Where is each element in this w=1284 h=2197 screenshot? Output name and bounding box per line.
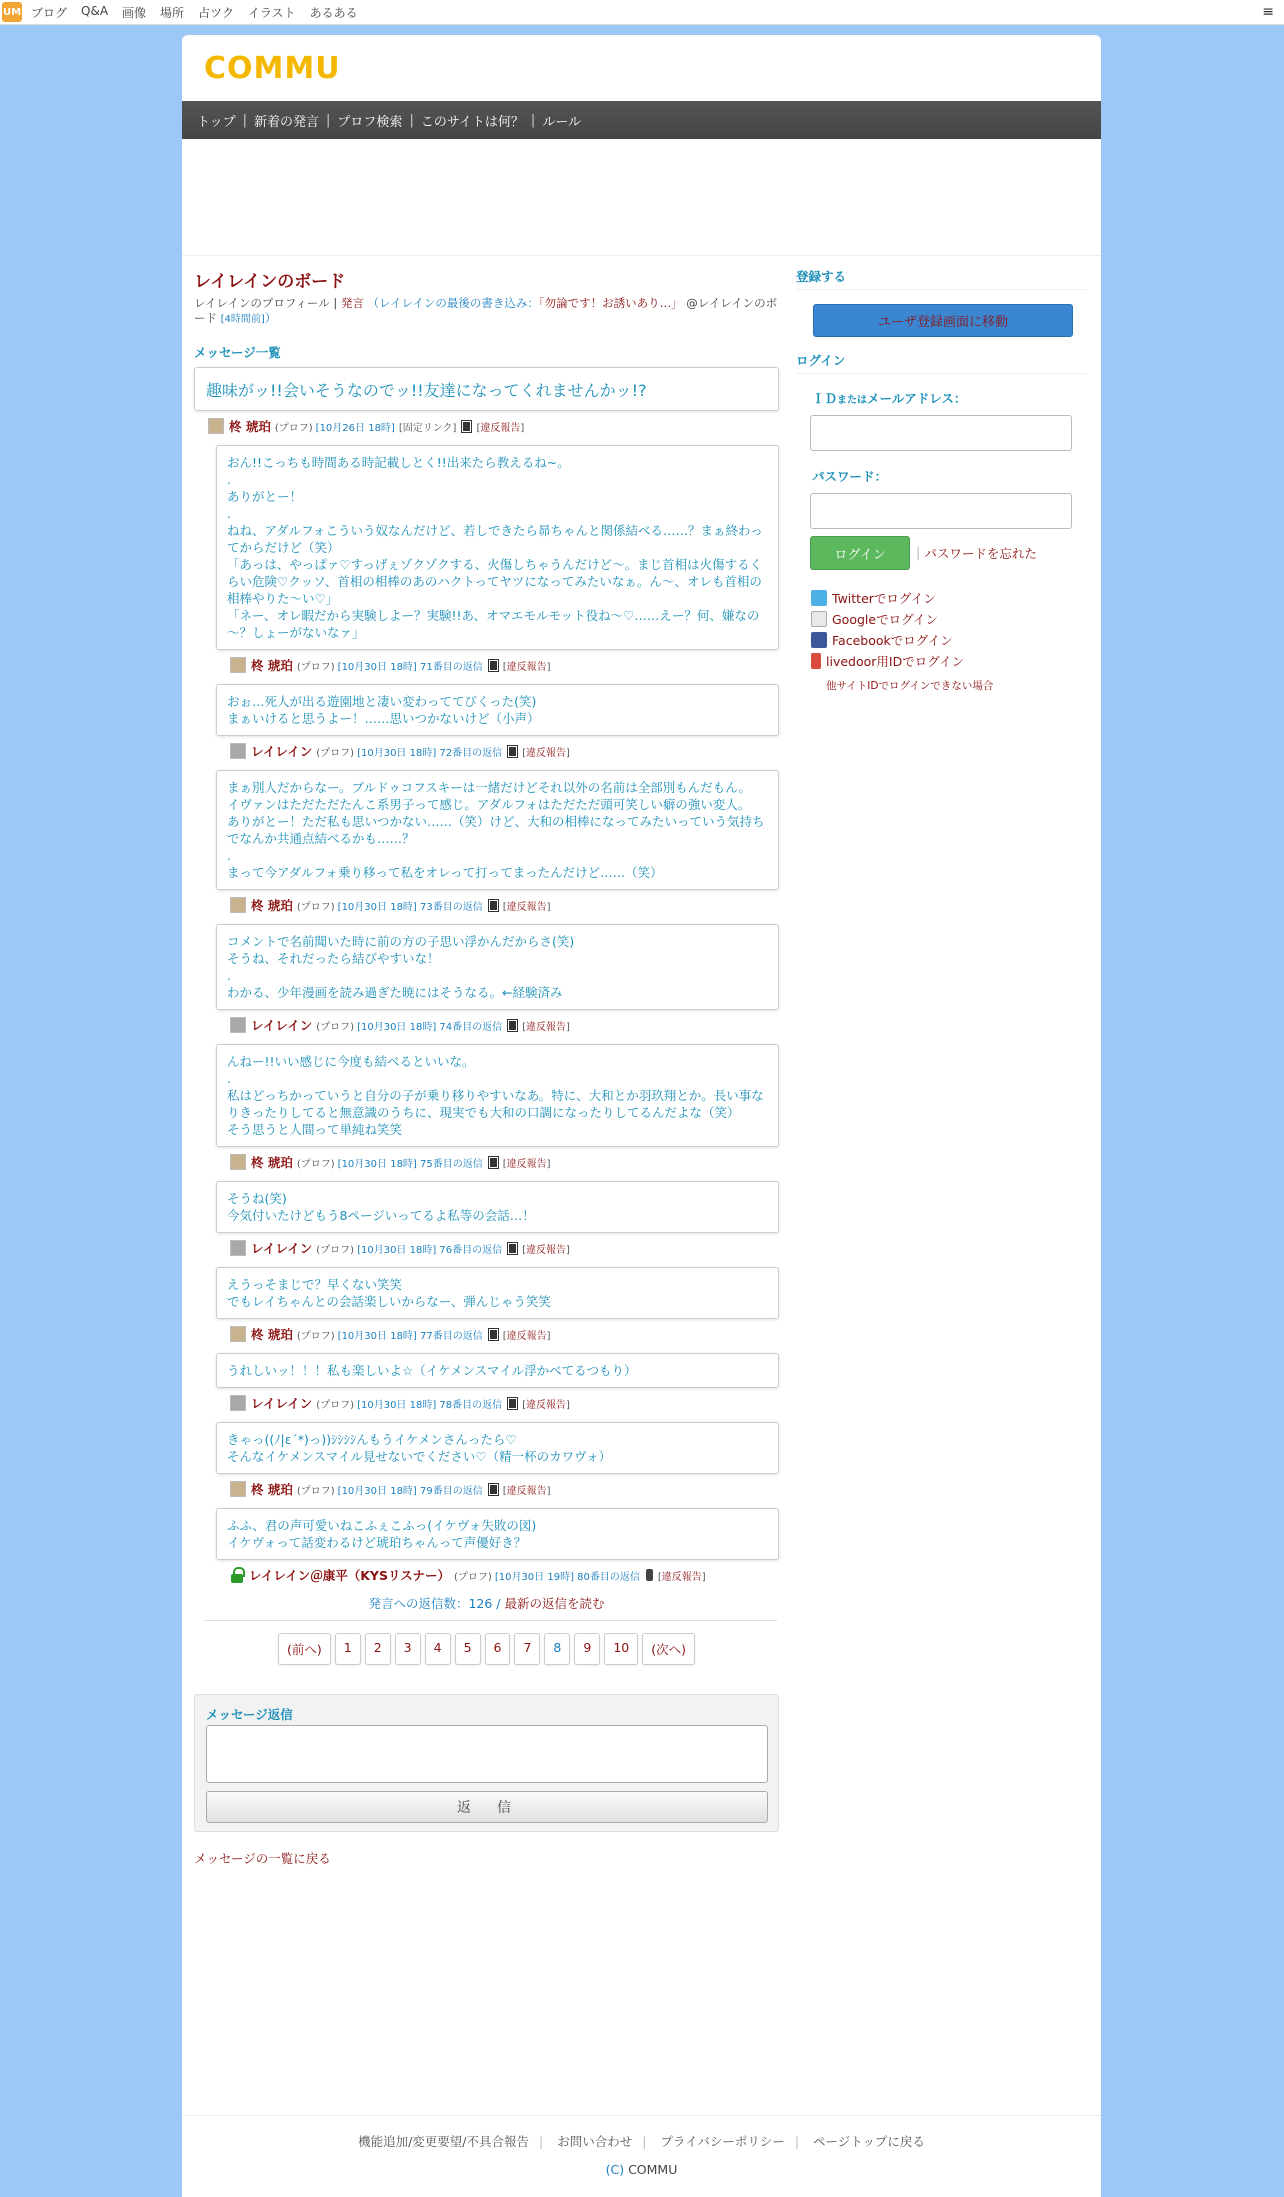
register-button[interactable]: ユーザ登録画面に移動 (813, 304, 1073, 337)
social-logins (811, 587, 1086, 671)
page-title: レイレインのボード (194, 272, 346, 292)
author-name[interactable]: レイレイン (251, 1018, 313, 1033)
reply-count: 発言への返信数：126 / 最新の返信を読む (368, 1596, 605, 1611)
reply-time[interactable]: [10月30日 18時] 77番目の返信 (337, 1330, 483, 1342)
reply-time[interactable]: [10月30日 18時] 75番目の返信 (337, 1158, 483, 1170)
reply-message: コメントで名前聞いた時に前の方の子思い浮かんだからさ(笑) そうね、それだったら結びやすいな！ . わかる、少年漫画を読み過ぎた暁にはそうなる。←経験済み (216, 924, 779, 1010)
mobile-icon (508, 746, 517, 757)
report-link[interactable]: [ 違反報告 ] (503, 1482, 551, 1497)
gnav-new-posts[interactable]: 新着の発言 (254, 114, 320, 130)
reply-time[interactable]: [10月30日 18時] 78番目の返信 (357, 1399, 503, 1411)
report-link[interactable]: [ 違反報告 ] (503, 898, 551, 913)
profile-link[interactable]: (プロフ) (296, 1330, 335, 1342)
mobile-icon (489, 660, 498, 671)
other-login-help-link[interactable]: 他サイトIDでログインできない場合 (826, 680, 994, 692)
profile-link[interactable]: (プロフ) (316, 1399, 355, 1411)
profile-link[interactable]: (プロフ) (316, 1021, 355, 1033)
top-nav-item[interactable]: ブログ (31, 5, 68, 20)
reply-meta (230, 1480, 779, 1498)
reply-message: おん!!こっちも時間ある時記載しとく!!出来たら教えるね~。 . ありがとー！ . ねね、アダルフォこういう奴なんだけど、若しできたら昴ちゃんと関係結べる……？まぁ終わってからだけど（笑） 「あっは、やっぱァ♡すっげぇゾクゾクする、火傷しちゃうんだけど～。まじ首相は火傷するくらい危険♡クッソ、首相の相棒のあのハクトってヤツになってみたいなぁ。ん～、オレも首相の相棒やりた～い♡」 「ネー、オレ暇だから実験しよー？実験!!あ、オマエモルモット役ね～♡……えー？何、嫌なの～？しょーがないなァ」 (216, 445, 779, 650)
profile-link[interactable]: (プロフ) (296, 901, 335, 913)
report-link[interactable]: [ 違反報告 ] (503, 658, 551, 673)
livedoor-icon (811, 653, 821, 669)
top-message: 趣味がッ!!会いそうなのでッ!!友達になってくれませんかッ!? (194, 367, 779, 411)
twitter-icon (811, 590, 827, 606)
reply-textarea[interactable] (206, 1725, 768, 1783)
page-2[interactable]: 2 (365, 1633, 391, 1665)
sidebar (796, 267, 1086, 693)
top-nav-item[interactable]: 場所 (160, 5, 185, 20)
footer: 機能追加/変更要望/不具合報告 | お問い合わせ | プライバシーポリシー | ページトップに戻る (C) COMMU (182, 2115, 1101, 2177)
reply-message: んねー!!いい感じに今度も結べるといいな。 . 私はどっちかっていうと自分の子が乗り移りやすいなあ。特に、大和とか羽玖翔とか。長い事なりきったりしてると無意識のうちに、現実でも大和の口調になったりしてるんだよな（笑） そう思うと人間って単純ね笑笑 (216, 1044, 779, 1147)
post-link[interactable]: 発言 (340, 296, 364, 310)
gnav-profile-search[interactable]: プロフ検索 (337, 114, 403, 130)
google-icon (811, 611, 827, 627)
report-link[interactable]: [ 違反報告 ] (522, 1018, 570, 1033)
main-column (194, 267, 779, 1867)
reply-time[interactable]: [10月30日 18時] 73番目の返信 (337, 901, 483, 913)
gnav-about[interactable]: このサイトは何？ (420, 114, 524, 130)
reply-submit-button[interactable]: 返 信 (206, 1791, 768, 1823)
reply-meta (230, 896, 779, 914)
mobile-icon (508, 1243, 517, 1254)
register-title: 登録する (796, 267, 1086, 290)
mobile-icon (462, 421, 471, 432)
mobile-icon (489, 1329, 498, 1340)
page-1[interactable]: 1 (335, 1633, 361, 1665)
board-subtitle: レイレインのプロフィール | 発言 （レイレインの最後の書き込み：「勿論です！お誘いあり…」 @レイレインのボード [4時間前]） (194, 296, 778, 325)
reply-meta (230, 656, 779, 674)
report-link[interactable]: [ 違反報告 ] (522, 744, 570, 759)
page-8-current[interactable]: 8 (544, 1633, 570, 1665)
profile-link[interactable]: (プロフ) (296, 1158, 335, 1170)
reply-message: おぉ…死人が出る遊園地と凄い変わっててびくった(笑) まぁいけると思うよー！……思いつかないけど（小声） (216, 684, 779, 736)
author-name[interactable]: レイレイン＠康平（KYSリスナー） (249, 1568, 450, 1583)
read-latest-link[interactable]: 最新の返信を読む (504, 1596, 605, 1611)
report-link[interactable]: [ 違反報告 ] (503, 1155, 551, 1170)
site-logo[interactable]: UM (2, 2, 22, 22)
avatar[interactable] (230, 1481, 246, 1497)
top-nav-item[interactable]: 占ツク (198, 5, 234, 20)
global-nav: トップ | 新着の発言 | プロフ検索 | このサイトは何？ | ルール (182, 101, 1101, 139)
gnav-top[interactable]: トップ (197, 114, 236, 130)
page-5[interactable]: 5 (455, 1633, 481, 1665)
author-name[interactable]: レイレイン (251, 1396, 313, 1411)
twitter-login[interactable]: Twitterでログイン (811, 587, 1086, 608)
avatar[interactable] (230, 897, 246, 913)
ad-space (182, 139, 1101, 256)
author-name[interactable]: 柊 琥珀 (251, 1482, 293, 1497)
report-link[interactable]: [ 違反報告 ] (658, 1568, 706, 1583)
reply-meta (230, 1566, 779, 1584)
reply-time[interactable]: [10月30日 18時] 71番目の返信 (337, 661, 483, 673)
section-title: メッセージ一覧 (194, 345, 281, 360)
reply-message: ふふ、君の声可愛いねこふぇこふっ(イケヴォ失敗の図) イケヴォって話変わるけど琥珀ちゃんって声優好き？ (216, 1508, 779, 1560)
reply-message: うれしいッ！！！私も楽しいよ☆（イケメンスマイル浮かべてるつもり） (216, 1353, 779, 1388)
profile-link[interactable]: (プロフ) (316, 1244, 355, 1256)
reply-form (194, 1694, 779, 1832)
login-title: ログイン (796, 351, 1086, 374)
profile-link[interactable]: (プロフ) (316, 747, 355, 759)
page-6[interactable]: 6 (485, 1633, 511, 1665)
mobile-icon (489, 900, 498, 911)
reply-meta (230, 1153, 779, 1171)
author-name[interactable]: レイレイン (251, 744, 313, 759)
reply-meta (230, 742, 779, 760)
avatar[interactable] (230, 1240, 246, 1256)
reply-meta (230, 1016, 779, 1034)
lock-icon[interactable] (230, 1567, 244, 1583)
author-name[interactable]: 柊 琥珀 (251, 1155, 293, 1170)
facebook-login[interactable]: Facebookでログイン (811, 629, 1086, 650)
reply-form-title: メッセージ返信 (206, 1707, 293, 1722)
avatar[interactable] (208, 418, 224, 434)
page-9[interactable]: 9 (574, 1633, 600, 1665)
id-label: ＩＤまたはメールアドレス： (812, 391, 967, 406)
livedoor-login[interactable]: livedoor用IDでログイン (811, 650, 1086, 671)
page-7[interactable]: 7 (514, 1633, 540, 1665)
reply-time[interactable]: [10月30日 18時] 74番目の返信 (357, 1021, 503, 1033)
reply-time[interactable]: [10月30日 18時] 76番目の返信 (357, 1244, 503, 1256)
forgot-password-link[interactable]: パスワードを忘れた (924, 546, 1037, 561)
report-link[interactable]: [ 違反報告 ] (522, 1241, 570, 1256)
author-name[interactable]: 柊 琥珀 (229, 419, 271, 434)
top-message-meta (208, 417, 779, 435)
header (182, 35, 1101, 101)
mobile-icon (508, 1020, 517, 1031)
reply-meta (230, 1394, 779, 1412)
page-10[interactable]: 10 (604, 1633, 638, 1665)
post-time[interactable]: [10月26日 18時] (315, 422, 395, 434)
page-next[interactable]: (次へ) (642, 1633, 695, 1665)
avatar[interactable] (230, 1395, 246, 1411)
report-link[interactable]: [ 違反報告 ] (476, 419, 524, 434)
hamburger-menu-icon[interactable]: ≡ (1262, 4, 1274, 20)
top-nav (31, 4, 372, 21)
reply-message: まぁ別人だからなー。ブルドゥコフスキーは一緒だけどそれ以外の名前は全部別もんだもん。 イヴァンはただただたんこ系男子って感じ。アダルフォはただただ頭可笑しい癖の強い変人。 ありがとー！ただ私も思いつかない……（笑）けど、大和の相棒になってみたいっていう気持ちでなんか共通点結べるかも……？ . まって今アダルフォ乗り移って私をオレって打ってまったんだけど……（笑） (216, 770, 779, 890)
avatar[interactable] (230, 1017, 246, 1033)
last-post-link[interactable]: 「勿論です！お誘いあり…」 (538, 296, 683, 310)
avatar[interactable] (230, 743, 246, 759)
author-name[interactable]: 柊 琥珀 (251, 1327, 293, 1342)
login-row: ログイン | パスワードを忘れた (810, 536, 1086, 570)
reply-time[interactable]: [10月30日 18時] 79番目の返信 (337, 1485, 483, 1497)
copyright: (C) COMMU (605, 2162, 678, 2177)
reply-message: きゃっ((ﾉ|ε´*)っ))ｼｼｼｼんもうイケメンさんったら♡ そんなイケメンスマイル見せないでください♡（精一杯のカワヴォ） (216, 1422, 779, 1474)
reply-meta (230, 1239, 779, 1257)
footer-feedback-link[interactable]: 機能追加/変更要望/不具合報告 (358, 2134, 530, 2149)
footer-contact-link[interactable]: お問い合わせ (557, 2134, 633, 2149)
login-button[interactable]: ログイン (810, 536, 910, 570)
divider (204, 1620, 777, 1621)
report-link[interactable]: [ 違反報告 ] (503, 1327, 551, 1342)
page-4[interactable]: 4 (425, 1633, 451, 1665)
fixed-link[interactable]: [固定リンク] (398, 422, 457, 434)
top-nav-item[interactable]: Q&A (81, 3, 109, 18)
report-link[interactable]: [ 違反報告 ] (522, 1396, 570, 1411)
author-name[interactable]: 柊 琥珀 (251, 898, 293, 913)
reply-list (194, 445, 779, 1584)
profile-link[interactable]: (プロフ) (296, 661, 335, 673)
top-bar (0, 0, 1284, 25)
avatar[interactable] (230, 657, 246, 673)
top-nav-item[interactable]: あるある (309, 5, 358, 20)
reply-message: えうっそまじで？早くない笑笑 でもレイちゃんとの会話楽しいからなー、弾んじゃう笑笑 (216, 1267, 779, 1319)
avatar[interactable] (230, 1154, 246, 1170)
page-3[interactable]: 3 (395, 1633, 421, 1665)
pagination (194, 1633, 779, 1665)
password-label: パスワード： (812, 469, 888, 484)
reply-time[interactable]: [10月30日 19時] 80番目の返信 (494, 1571, 640, 1583)
reply-meta (230, 1325, 779, 1343)
footer-page-top-link[interactable]: ページトップに戻る (813, 2134, 925, 2149)
reply-message: そうね(笑) 今気付いたけどもう8ページいってるよ私等の会話…！ (216, 1181, 779, 1233)
page-container (182, 35, 1101, 2197)
footer-privacy-link[interactable]: プライバシーポリシー (660, 2134, 785, 2149)
mobile-icon (489, 1484, 498, 1495)
reply-time[interactable]: [10月30日 18時] 72番目の返信 (357, 747, 503, 759)
mobile-icon (508, 1398, 517, 1409)
mobile-icon (489, 1157, 498, 1168)
profile-link[interactable]: (プロフ) (296, 1485, 335, 1497)
profile-link[interactable]: レイレインのプロフィール (194, 296, 330, 310)
avatar[interactable] (230, 1326, 246, 1342)
author-name[interactable]: 柊 琥珀 (251, 658, 293, 673)
top-nav-item[interactable]: イラスト (247, 5, 296, 20)
google-login[interactable]: Googleでログイン (811, 608, 1086, 629)
page-prev[interactable]: (前へ) (278, 1633, 331, 1665)
profile-link[interactable]: (プロフ) (454, 1571, 492, 1583)
gnav-rules[interactable]: ルール (542, 114, 582, 130)
facebook-icon (811, 632, 827, 648)
password-input[interactable] (810, 493, 1072, 529)
phone-icon (646, 1569, 653, 1581)
author-name[interactable]: レイレイン (251, 1241, 313, 1256)
top-nav-item[interactable]: 画像 (122, 5, 147, 20)
profile-link[interactable]: (プロフ) (274, 422, 313, 434)
id-input[interactable] (810, 415, 1072, 451)
back-to-list-link[interactable]: メッセージの一覧に戻る (194, 1851, 331, 1866)
brand-logo[interactable]: COMMU (204, 50, 341, 86)
